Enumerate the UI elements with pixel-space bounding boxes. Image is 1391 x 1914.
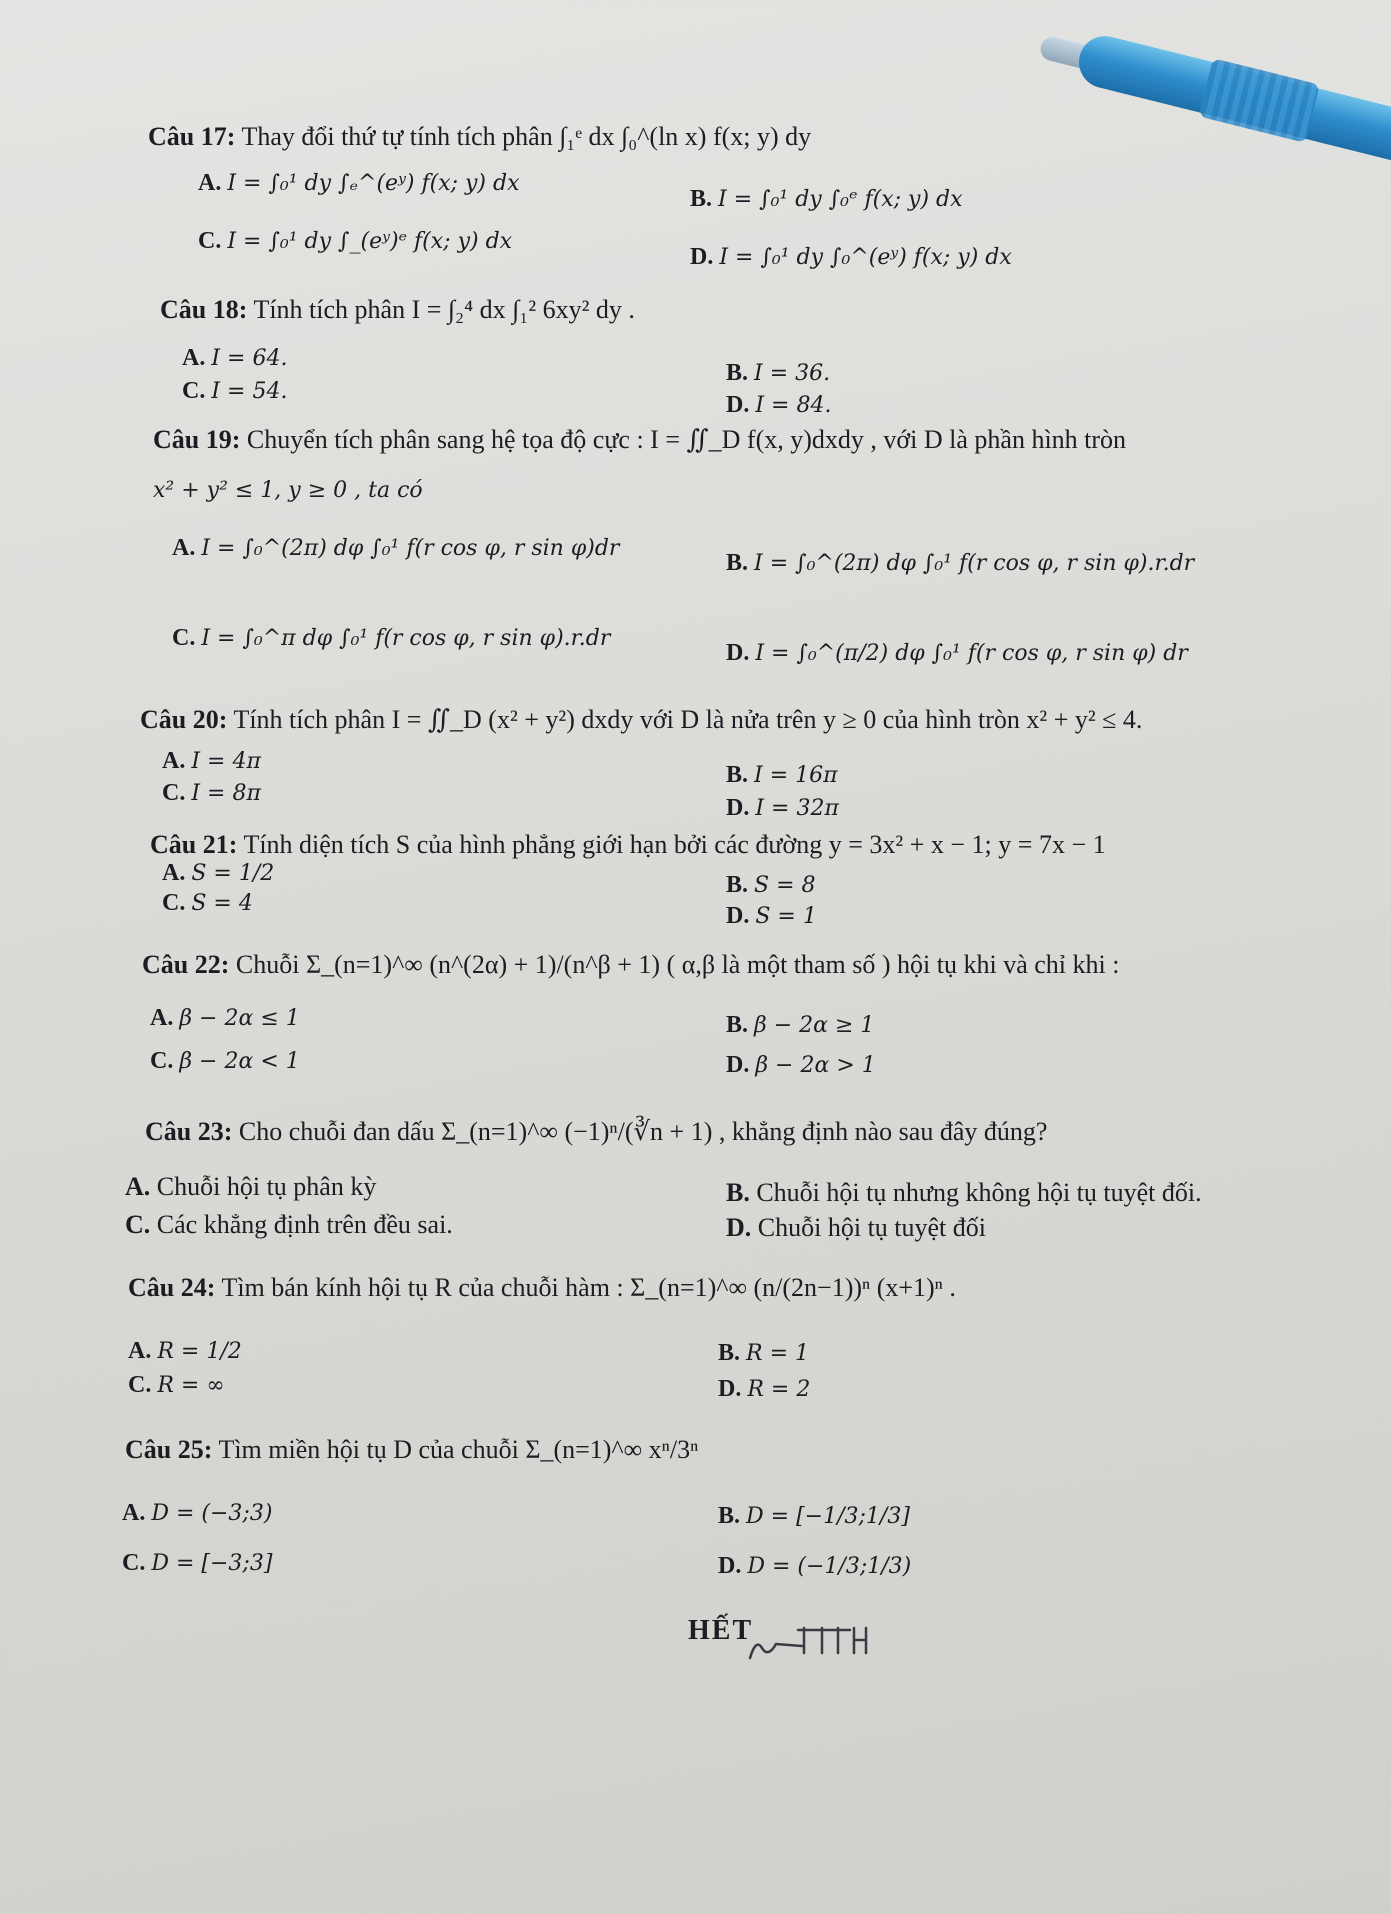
question-17: Câu 17: Thay đổi thứ tự tính tích phân ∫₁ᵉ dx ∫₀^(ln x) f(x; y) dy [148, 122, 812, 151]
q25-option-c: C. D = [−3;3] [122, 1550, 273, 1576]
q19-option-a: A. I = ∫₀^(2π) dφ ∫₀¹ f(r cos φ, r sin φ)dr [172, 535, 620, 561]
q21-option-d: D. S = 1 [726, 903, 817, 929]
q23-option-c: C. Các khẳng định trên đều sai. [125, 1210, 453, 1239]
q24-option-b: B. R = 1 [718, 1340, 809, 1366]
question-24-text: Tìm bán kính hội tụ R của chuỗi hàm : Σ_(n=1)^∞ (n/(2n−1))ⁿ (x+1)ⁿ . [221, 1273, 956, 1302]
q18-option-c: C. I = 54. [182, 378, 288, 404]
question-21-text: Tính diện tích S của hình phẳng giới hạn bởi các đường y = 3x² + x − 1; y = 7x − 1 [243, 830, 1106, 859]
q23-option-d: D. Chuỗi hội tụ tuyệt đối [726, 1213, 987, 1242]
q22-option-d: D. β − 2α > 1 [726, 1052, 876, 1078]
question-22-text: Chuỗi Σ_(n=1)^∞ (n^(2α) + 1)/(n^β + 1) ( α,β là một tham số ) hội tụ khi và chỉ khi : [235, 950, 1120, 979]
question-24: Câu 24: Tìm bán kính hội tụ R của chuỗi hàm : Σ_(n=1)^∞ (n/(2n−1))ⁿ (x+1)ⁿ . [128, 1273, 956, 1302]
question-19: Câu 19: Chuyển tích phân sang hệ tọa độ cực : I = ∬_D f(x, y)dxdy , với D là phần hình tròn [153, 425, 1127, 454]
q22-option-a: A. β − 2α ≤ 1 [150, 1005, 300, 1031]
question-23: Câu 23: Cho chuỗi đan dấu Σ_(n=1)^∞ (−1)ⁿ/(∛n + 1) , khẳng định nào sau đây đúng? [145, 1117, 1048, 1146]
question-21: Câu 21: Tính diện tích S của hình phẳng giới hạn bởi các đường y = 3x² + x − 1; y = 7x − 1 [150, 830, 1106, 859]
q24-option-a: A. R = 1/2 [128, 1338, 242, 1364]
q20-option-b: B. I = 16π [726, 762, 838, 788]
q17-option-d: D. I = ∫₀¹ dy ∫₀^(eʸ) f(x; y) dx [690, 244, 1012, 270]
q22-option-b: B. β − 2α ≥ 1 [726, 1012, 875, 1038]
pen-grip [1199, 58, 1320, 143]
handwritten-signature [742, 1608, 942, 1668]
q18-option-a: A. I = 64. [182, 345, 288, 371]
question-22: Câu 22: Chuỗi Σ_(n=1)^∞ (n^(2α) + 1)/(n^β + 1) ( α,β là một tham số ) hội tụ khi và chỉ khi : [142, 950, 1120, 979]
q20-option-d: D. I = 32π [726, 795, 839, 821]
q19-option-b: B. I = ∫₀^(2π) dφ ∫₀¹ f(r cos φ, r sin φ).r.dr [726, 550, 1195, 576]
question-25: Câu 25: Tìm miền hội tụ D của chuỗi Σ_(n=1)^∞ xⁿ/3ⁿ [125, 1435, 699, 1464]
q21-option-a: A. S = 1/2 [162, 860, 275, 886]
q21-option-c: C. S = 4 [162, 890, 253, 916]
q22-option-c: C. β − 2α < 1 [150, 1048, 300, 1074]
question-20: Câu 20: Tính tích phân I = ∬_D (x² + y²) dxdy với D là nửa trên y ≥ 0 của hình tròn x² + y² ≤ 4. [140, 705, 1143, 734]
q19-option-c: C. I = ∫₀^π dφ ∫₀¹ f(r cos φ, r sin φ).r.dr [172, 625, 611, 651]
q25-option-a: A. D = (−3;3) [122, 1500, 273, 1526]
question-18-text: Tính tích phân I = ∫₂⁴ dx ∫₁² 6xy² dy . [253, 295, 635, 324]
question-20-text: Tính tích phân I = ∬_D (x² + y²) dxdy với D là nửa trên y ≥ 0 của hình tròn x² + y² ≤ 4. [233, 705, 1143, 734]
question-17-text: Thay đổi thứ tự tính tích phân ∫₁ᵉ dx ∫₀^(ln x) f(x; y) dy [241, 122, 812, 151]
question-23-text: Cho chuỗi đan dấu Σ_(n=1)^∞ (−1)ⁿ/(∛n + 1) , khẳng định nào sau đây đúng? [238, 1117, 1048, 1146]
q19-option-d: D. I = ∫₀^(π/2) dφ ∫₀¹ f(r cos φ, r sin φ) dr [726, 640, 1188, 666]
question-25-text: Tìm miền hội tụ D của chuỗi Σ_(n=1)^∞ xⁿ/3ⁿ [218, 1435, 699, 1464]
end-label: HẾT [688, 1615, 754, 1646]
q23-option-b: B. Chuỗi hội tụ nhưng không hội tụ tuyệt đối. [726, 1178, 1202, 1207]
q25-option-b: B. D = [−1/3;1/3] [718, 1503, 910, 1529]
q24-option-d: D. R = 2 [718, 1376, 811, 1402]
pen-photo [1025, 0, 1391, 210]
q25-option-d: D. D = (−1/3;1/3) [718, 1553, 912, 1579]
q17-option-a: A. I = ∫₀¹ dy ∫ₑ^(eʸ) f(x; y) dx [198, 170, 520, 196]
q18-option-d: D. I = 84. [726, 392, 832, 418]
q20-option-c: C. I = 8π [162, 780, 261, 806]
question-19-text: Chuyển tích phân sang hệ tọa độ cực : I = ∬_D f(x, y)dxdy , với D là phần hình tròn [246, 425, 1127, 454]
q17-option-b: B. I = ∫₀¹ dy ∫₀ᵉ f(x; y) dx [690, 186, 963, 212]
question-18: Câu 18: Tính tích phân I = ∫₂⁴ dx ∫₁² 6xy² dy . [160, 295, 635, 324]
q20-option-a: A. I = 4π [162, 748, 261, 774]
q24-option-c: C. R = ∞ [128, 1372, 225, 1398]
q18-option-b: B. I = 36. [726, 360, 831, 386]
question-19-domain: x² + y² ≤ 1, y ≥ 0 , ta có [153, 478, 423, 503]
q17-option-c: C. I = ∫₀¹ dy ∫_(eʸ)ᵉ f(x; y) dx [198, 228, 513, 254]
q23-option-a: A. Chuỗi hội tụ phân kỳ [125, 1172, 377, 1201]
q21-option-b: B. S = 8 [726, 872, 816, 898]
